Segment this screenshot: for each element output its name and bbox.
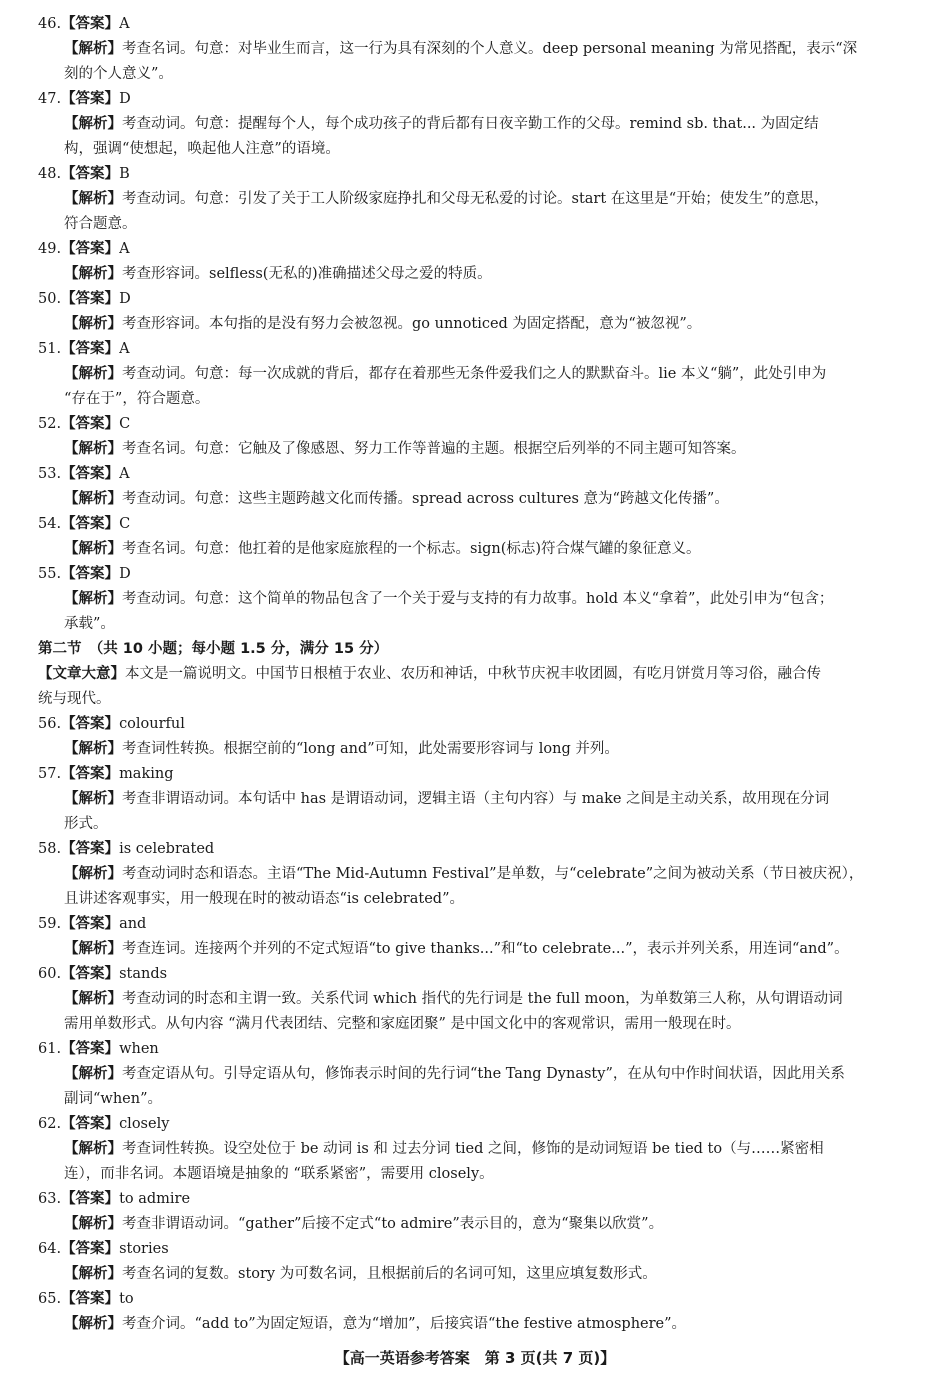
answer-item — [38, 462, 912, 512]
analysis-block — [38, 312, 912, 337]
answer-item — [38, 762, 912, 837]
summary-line-2: 统与现代。 — [38, 691, 111, 707]
summary-label: 【文章大意】 — [38, 666, 125, 682]
question-number: 60. — [38, 966, 62, 982]
answer-line — [38, 12, 912, 37]
analysis-label: 【解析】 — [64, 541, 122, 557]
answer-value: D — [119, 566, 131, 582]
question-number: 56. — [38, 716, 62, 732]
answer-value: A — [119, 341, 130, 357]
answer-label: 【答案】 — [61, 291, 120, 307]
answer-label: 【答案】 — [61, 341, 120, 357]
analysis-text: 考查名词的复数。story 为可数名词，且根据前后的名词可知，这里应填复数形式。 — [122, 1266, 657, 1282]
analysis-text: 考查非谓语动词。本句话中 has 是谓语动词，逻辑主语（主句内容）与 make 之间是主动关系，故用现在分词 — [122, 791, 830, 807]
analysis-label: 【解析】 — [64, 866, 122, 882]
answer-item — [38, 562, 912, 637]
analysis-text: 考查动词。句意：引发了关于工人阶级家庭挣扎和父母无私爱的讨论。start 在这里是“开始；使发生”的意思， — [122, 191, 829, 207]
answer-value: A — [119, 16, 130, 32]
analysis-line — [64, 1012, 912, 1037]
answer-item — [38, 712, 912, 762]
analysis-label: 【解析】 — [64, 1141, 122, 1157]
question-number: 64. — [38, 1241, 62, 1257]
analysis-line — [64, 112, 912, 137]
analysis-block — [38, 1062, 912, 1112]
answer-value: making — [119, 766, 174, 782]
answer-line — [38, 1237, 912, 1262]
analysis-line — [64, 1062, 912, 1087]
answer-label: 【答案】 — [61, 566, 120, 582]
analysis-line — [64, 362, 912, 387]
analysis-text: 考查形容词。selfless(无私的)准确描述父母之爱的特质。 — [122, 266, 492, 282]
answer-label: 【答案】 — [61, 241, 120, 257]
analysis-line — [64, 737, 912, 762]
analysis-line — [64, 37, 912, 62]
analysis-label: 【解析】 — [64, 741, 122, 757]
answer-line — [38, 912, 912, 937]
answer-item — [38, 912, 912, 962]
answer-item — [38, 1287, 912, 1337]
answer-value: when — [119, 1041, 159, 1057]
analysis-block — [38, 437, 912, 462]
question-number: 61. — [38, 1041, 62, 1057]
answer-list-part1 — [38, 12, 912, 637]
analysis-text: 考查连词。连接两个并列的不定式短语“to give thanks...”和“to celebrate...”，表示并列关系，用连词“and”。 — [122, 941, 849, 957]
answer-value: B — [119, 166, 130, 182]
analysis-text: 考查动词。句意：这个简单的物品包含了一个关于爱与支持的有力故事。hold 本义“拿着”，此处引申为“包含； — [122, 591, 834, 607]
analysis-line — [64, 812, 912, 837]
answer-value: A — [119, 466, 130, 482]
answer-item — [38, 512, 912, 562]
answer-line — [38, 962, 912, 987]
analysis-block — [38, 362, 912, 412]
answer-value: to — [119, 1291, 134, 1307]
question-number: 59. — [38, 916, 62, 932]
answer-item — [38, 287, 912, 337]
analysis-block — [38, 1212, 912, 1237]
analysis-label: 【解析】 — [64, 441, 122, 457]
analysis-line — [64, 1137, 912, 1162]
answer-value: to admire — [119, 1191, 191, 1207]
summary-line-1: 【文章大意】本文是一篇说明文。中国节日根植于农业、农历和神话，中秋节庆祝丰收团圆，有吃月饼赏月等习俗，融合传 — [38, 666, 821, 682]
analysis-text: 承载”。 — [64, 616, 115, 632]
question-number: 48. — [38, 166, 62, 182]
answer-label: 【答案】 — [61, 466, 120, 482]
analysis-block — [38, 1312, 912, 1337]
analysis-block — [38, 737, 912, 762]
analysis-text: 考查动词时态和语态。主语“The Mid-Autumn Festival”是单数，与“celebrate”之间为被动关系（节日被庆祝）， — [122, 866, 864, 882]
analysis-block — [38, 1262, 912, 1287]
answer-value: stories — [119, 1241, 169, 1257]
analysis-label: 【解析】 — [64, 366, 122, 382]
question-number: 55. — [38, 566, 62, 582]
answer-line — [38, 1037, 912, 1062]
question-number: 58. — [38, 841, 62, 857]
answer-line — [38, 762, 912, 787]
analysis-text: “存在于”，符合题意。 — [64, 391, 210, 407]
answer-label: 【答案】 — [61, 841, 120, 857]
answer-label: 【答案】 — [61, 16, 120, 32]
analysis-block — [38, 537, 912, 562]
analysis-line — [64, 262, 912, 287]
analysis-block — [38, 262, 912, 287]
question-number: 47. — [38, 91, 62, 107]
answer-line — [38, 287, 912, 312]
answer-line — [38, 237, 912, 262]
answer-value: C — [119, 416, 131, 432]
analysis-text: 构，强调“使想起，唤起他人注意”的语境。 — [64, 141, 340, 157]
answer-line — [38, 1187, 912, 1212]
analysis-text: 连），而非名词。本题语境是抽象的 “联系紧密”，需要用 closely。 — [64, 1166, 494, 1182]
analysis-line — [64, 312, 912, 337]
answer-line — [38, 337, 912, 362]
analysis-block — [38, 787, 912, 837]
answer-line — [38, 162, 912, 187]
analysis-line — [64, 612, 912, 637]
analysis-block — [38, 37, 912, 87]
analysis-block — [38, 487, 912, 512]
analysis-text: 考查动词。句意：提醒每个人，每个成功孩子的背后都有日夜辛勤工作的父母。remind sb. that... 为固定结 — [122, 116, 819, 132]
answer-item — [38, 12, 912, 87]
analysis-line — [64, 1212, 912, 1237]
analysis-line — [64, 62, 912, 87]
analysis-line — [64, 487, 912, 512]
answer-item — [38, 1187, 912, 1237]
analysis-block — [38, 862, 912, 912]
analysis-text: 考查名词。句意：它触及了像感恩、努力工作等普遍的主题。根据空后列举的不同主题可知答案。 — [122, 441, 746, 457]
question-number: 65. — [38, 1291, 62, 1307]
analysis-line — [64, 212, 912, 237]
question-number: 49. — [38, 241, 62, 257]
analysis-line — [64, 137, 912, 162]
answer-line — [38, 712, 912, 737]
answer-line — [38, 837, 912, 862]
answer-item — [38, 1037, 912, 1112]
answer-item — [38, 1237, 912, 1287]
answer-value: closely — [119, 1116, 170, 1132]
answer-label: 【答案】 — [61, 516, 120, 532]
analysis-line — [64, 537, 912, 562]
analysis-label: 【解析】 — [64, 491, 122, 507]
section-heading: 第二节 （共 10 小题；每小题 1.5 分，满分 15 分） — [38, 641, 389, 657]
answer-line — [38, 412, 912, 437]
answer-label: 【答案】 — [61, 916, 120, 932]
question-number: 46. — [38, 16, 62, 32]
analysis-block — [38, 937, 912, 962]
answer-value: C — [119, 516, 131, 532]
analysis-line — [64, 1262, 912, 1287]
question-number: 52. — [38, 416, 62, 432]
analysis-text: 考查名词。句意：对毕业生而言，这一行为具有深刻的个人意义。deep personal meaning 为常见搭配，表示“深 — [122, 41, 858, 57]
answer-label: 【答案】 — [61, 1241, 120, 1257]
question-number: 57. — [38, 766, 62, 782]
answer-label: 【答案】 — [61, 966, 120, 982]
analysis-text: 副词“when”。 — [64, 1091, 162, 1107]
answer-item — [38, 962, 912, 1037]
analysis-text: 考查动词的时态和主谓一致。关系代词 which 指代的先行词是 the full moon，为单数第三人称，从句谓语动词 — [122, 991, 843, 1007]
question-number: 62. — [38, 1116, 62, 1132]
article-summary — [38, 662, 912, 712]
answer-value: and — [119, 916, 147, 932]
answer-value: D — [119, 291, 131, 307]
analysis-label: 【解析】 — [64, 41, 122, 57]
analysis-line — [64, 387, 912, 412]
analysis-text: 考查动词。句意：每一次成就的背后，都存在着那些无条件爱我们之人的默默奋斗。lie 本义“躺”，此处引申为 — [122, 366, 827, 382]
answer-label: 【答案】 — [61, 766, 120, 782]
analysis-label: 【解析】 — [64, 991, 122, 1007]
analysis-label: 【解析】 — [64, 1066, 122, 1082]
analysis-line — [64, 587, 912, 612]
analysis-text: 考查定语从句。引导定语从句，修饰表示时间的先行词“the Tang Dynasty”，在从句中作时间状语，因此用关系 — [122, 1066, 845, 1082]
answer-value: A — [119, 241, 130, 257]
analysis-line — [64, 787, 912, 812]
analysis-text: 形式。 — [64, 816, 108, 832]
question-number: 53. — [38, 466, 62, 482]
analysis-text: 考查形容词。本句指的是没有努力会被忽视。go unnoticed 为固定搭配，意为“被忽视”。 — [122, 316, 702, 332]
analysis-line — [64, 1312, 912, 1337]
answer-value: stands — [119, 966, 168, 982]
answer-item — [38, 162, 912, 237]
answer-line — [38, 1112, 912, 1137]
answer-value: is celebrated — [119, 841, 215, 857]
analysis-text: 考查词性转换。设空处位于 be 动词 is 和 过去分词 tied 之间，修饰的是动词短语 be tied to（与……紧密相 — [122, 1141, 824, 1157]
answer-item — [38, 337, 912, 412]
analysis-block — [38, 987, 912, 1037]
analysis-line — [64, 1162, 912, 1187]
question-number: 50. — [38, 291, 62, 307]
answer-label: 【答案】 — [61, 716, 120, 732]
answer-label: 【答案】 — [61, 1291, 120, 1307]
analysis-label: 【解析】 — [64, 1316, 122, 1332]
question-number: 51. — [38, 341, 62, 357]
analysis-label: 【解析】 — [64, 116, 122, 132]
answer-line — [38, 462, 912, 487]
analysis-label: 【解析】 — [64, 191, 122, 207]
answer-label: 【答案】 — [61, 1041, 120, 1057]
answer-label: 【答案】 — [61, 166, 120, 182]
analysis-label: 【解析】 — [64, 316, 122, 332]
analysis-line — [64, 987, 912, 1012]
answer-line — [38, 562, 912, 587]
analysis-label: 【解析】 — [64, 1266, 122, 1282]
answer-label: 【答案】 — [61, 1191, 120, 1207]
answer-item — [38, 1112, 912, 1187]
answer-item — [38, 237, 912, 287]
answer-list-part2 — [38, 712, 912, 1337]
answer-label: 【答案】 — [61, 416, 120, 432]
answer-label: 【答案】 — [61, 91, 120, 107]
analysis-block — [38, 112, 912, 162]
analysis-text: 考查名词。句意：他扛着的是他家庭旅程的一个标志。sign(标志)符合煤气罐的象征意义。 — [122, 541, 701, 557]
analysis-line — [64, 437, 912, 462]
answer-line — [38, 512, 912, 537]
analysis-block — [38, 187, 912, 237]
answer-value: colourful — [119, 716, 185, 732]
answer-line — [38, 87, 912, 112]
analysis-text: 刻的个人意义”。 — [64, 66, 173, 82]
answer-value: D — [119, 91, 131, 107]
answer-item — [38, 87, 912, 162]
analysis-label: 【解析】 — [64, 1216, 122, 1232]
analysis-line — [64, 1087, 912, 1112]
analysis-line — [64, 187, 912, 212]
analysis-text: 考查非谓语动词。“gather”后接不定式“to admire”表示目的，意为“聚集以欣赏”。 — [122, 1216, 664, 1232]
analysis-text: 需用单数形式。从句内容 “满月代表团结、完整和家庭团聚” 是中国文化中的客观常识，需用一般现在时。 — [64, 1016, 741, 1032]
analysis-text: 考查动词。句意：这些主题跨越文化而传播。spread across cultures 意为“跨越文化传播”。 — [122, 491, 729, 507]
answer-line — [38, 1287, 912, 1312]
analysis-text: 考查介词。“add to”为固定短语，意为“增加”，后接宾语“the festive atmosphere”。 — [122, 1316, 687, 1332]
analysis-block — [38, 587, 912, 637]
question-number: 63. — [38, 1191, 62, 1207]
analysis-text: 符合题意。 — [64, 216, 137, 232]
analysis-line — [64, 937, 912, 962]
analysis-text: 且讲述客观事实，用一般现在时的被动语态“is celebrated”。 — [64, 891, 464, 907]
analysis-line — [64, 887, 912, 912]
analysis-line — [64, 862, 912, 887]
answer-item — [38, 412, 912, 462]
analysis-label: 【解析】 — [64, 941, 122, 957]
analysis-label: 【解析】 — [64, 591, 122, 607]
page-footer: 【高一英语参考答案 第 3 页(共 7 页)】 — [334, 1349, 616, 1367]
answer-item — [38, 837, 912, 912]
analysis-label: 【解析】 — [64, 266, 122, 282]
question-number: 54. — [38, 516, 62, 532]
analysis-label: 【解析】 — [64, 791, 122, 807]
analysis-text: 考查词性转换。根据空前的“long and”可知，此处需要形容词与 long 并列。 — [122, 741, 619, 757]
answer-label: 【答案】 — [61, 1116, 120, 1132]
analysis-block — [38, 1137, 912, 1187]
